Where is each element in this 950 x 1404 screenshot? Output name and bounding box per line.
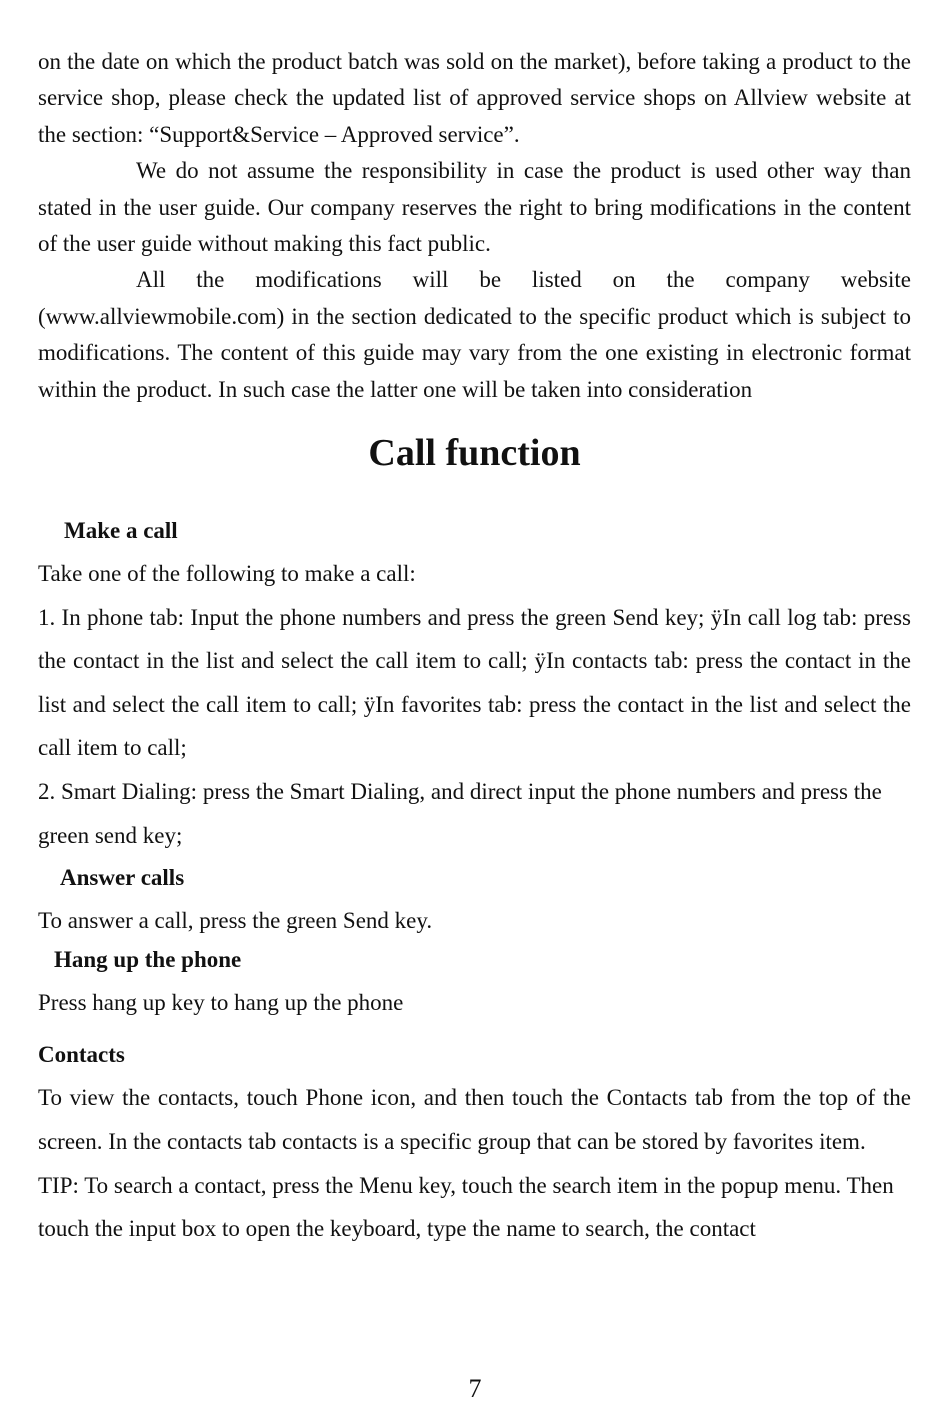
contacts-tip: TIP: To search a contact, press the Menu key, touch the search item in the popup menu. Then touch the input box to open the keyboard, type the name to search, the contact [38, 1172, 894, 1242]
intro-paragraph-3: All the modifications will be listed on the company website (www.allviewmobile.com) in the section dedicated to the specific product which is subject to modifications. The content of this guide may vary from the one existing in electronic format within the product. In such case the latter one will be taken into consideration [38, 267, 911, 402]
make-call-intro: Take one of the following to make a call: [38, 561, 416, 587]
answer-calls-heading: Answer calls [60, 865, 185, 891]
document-page [38, 44, 911, 1251]
make-call-heading: Make a call [64, 518, 178, 544]
contacts-paragraph: To view the contacts, touch Phone icon, and then touch the Contacts tab from the top of the screen. In the contacts tab contacts is a specific group that can be stored by favorites item. [38, 1085, 911, 1154]
intro-paragraph-1: on the date on which the product batch was sold on the market), before taking a product to the service shop, please check the updated list of approved service shops on Allview website at the section: “Support&Service – Approved service”. [38, 49, 911, 147]
make-call-item-2: 2. Smart Dialing: press the Smart Dialing, and direct input the phone numbers and press the green send key; [38, 779, 882, 848]
hang-up-heading: Hang up the phone [54, 946, 242, 972]
contacts-heading: Contacts [38, 1042, 125, 1068]
page-number: 7 [468, 1374, 482, 1403]
make-call-item-1: 1. In phone tab: Input the phone numbers and press the green Send key; ÿIn call log tab: press the contact in the list and select the call item to call; ÿIn contacts tab: press the contact in the list and select the call item to call; ÿIn favorites tab: press the contact in the list and select the call item to call; [38, 604, 911, 761]
answer-calls-text: To answer a call, press the green Send key. [38, 908, 433, 934]
section-title: Call function [368, 432, 581, 475]
hang-up-text: Press hang up key to hang up the phone [38, 989, 404, 1015]
intro-paragraph-2: We do not assume the responsibility in case the product is used other way than stated in the user guide. Our company reserves the right to bring modifications in the content of the user guide without making this fact public. [38, 158, 911, 257]
